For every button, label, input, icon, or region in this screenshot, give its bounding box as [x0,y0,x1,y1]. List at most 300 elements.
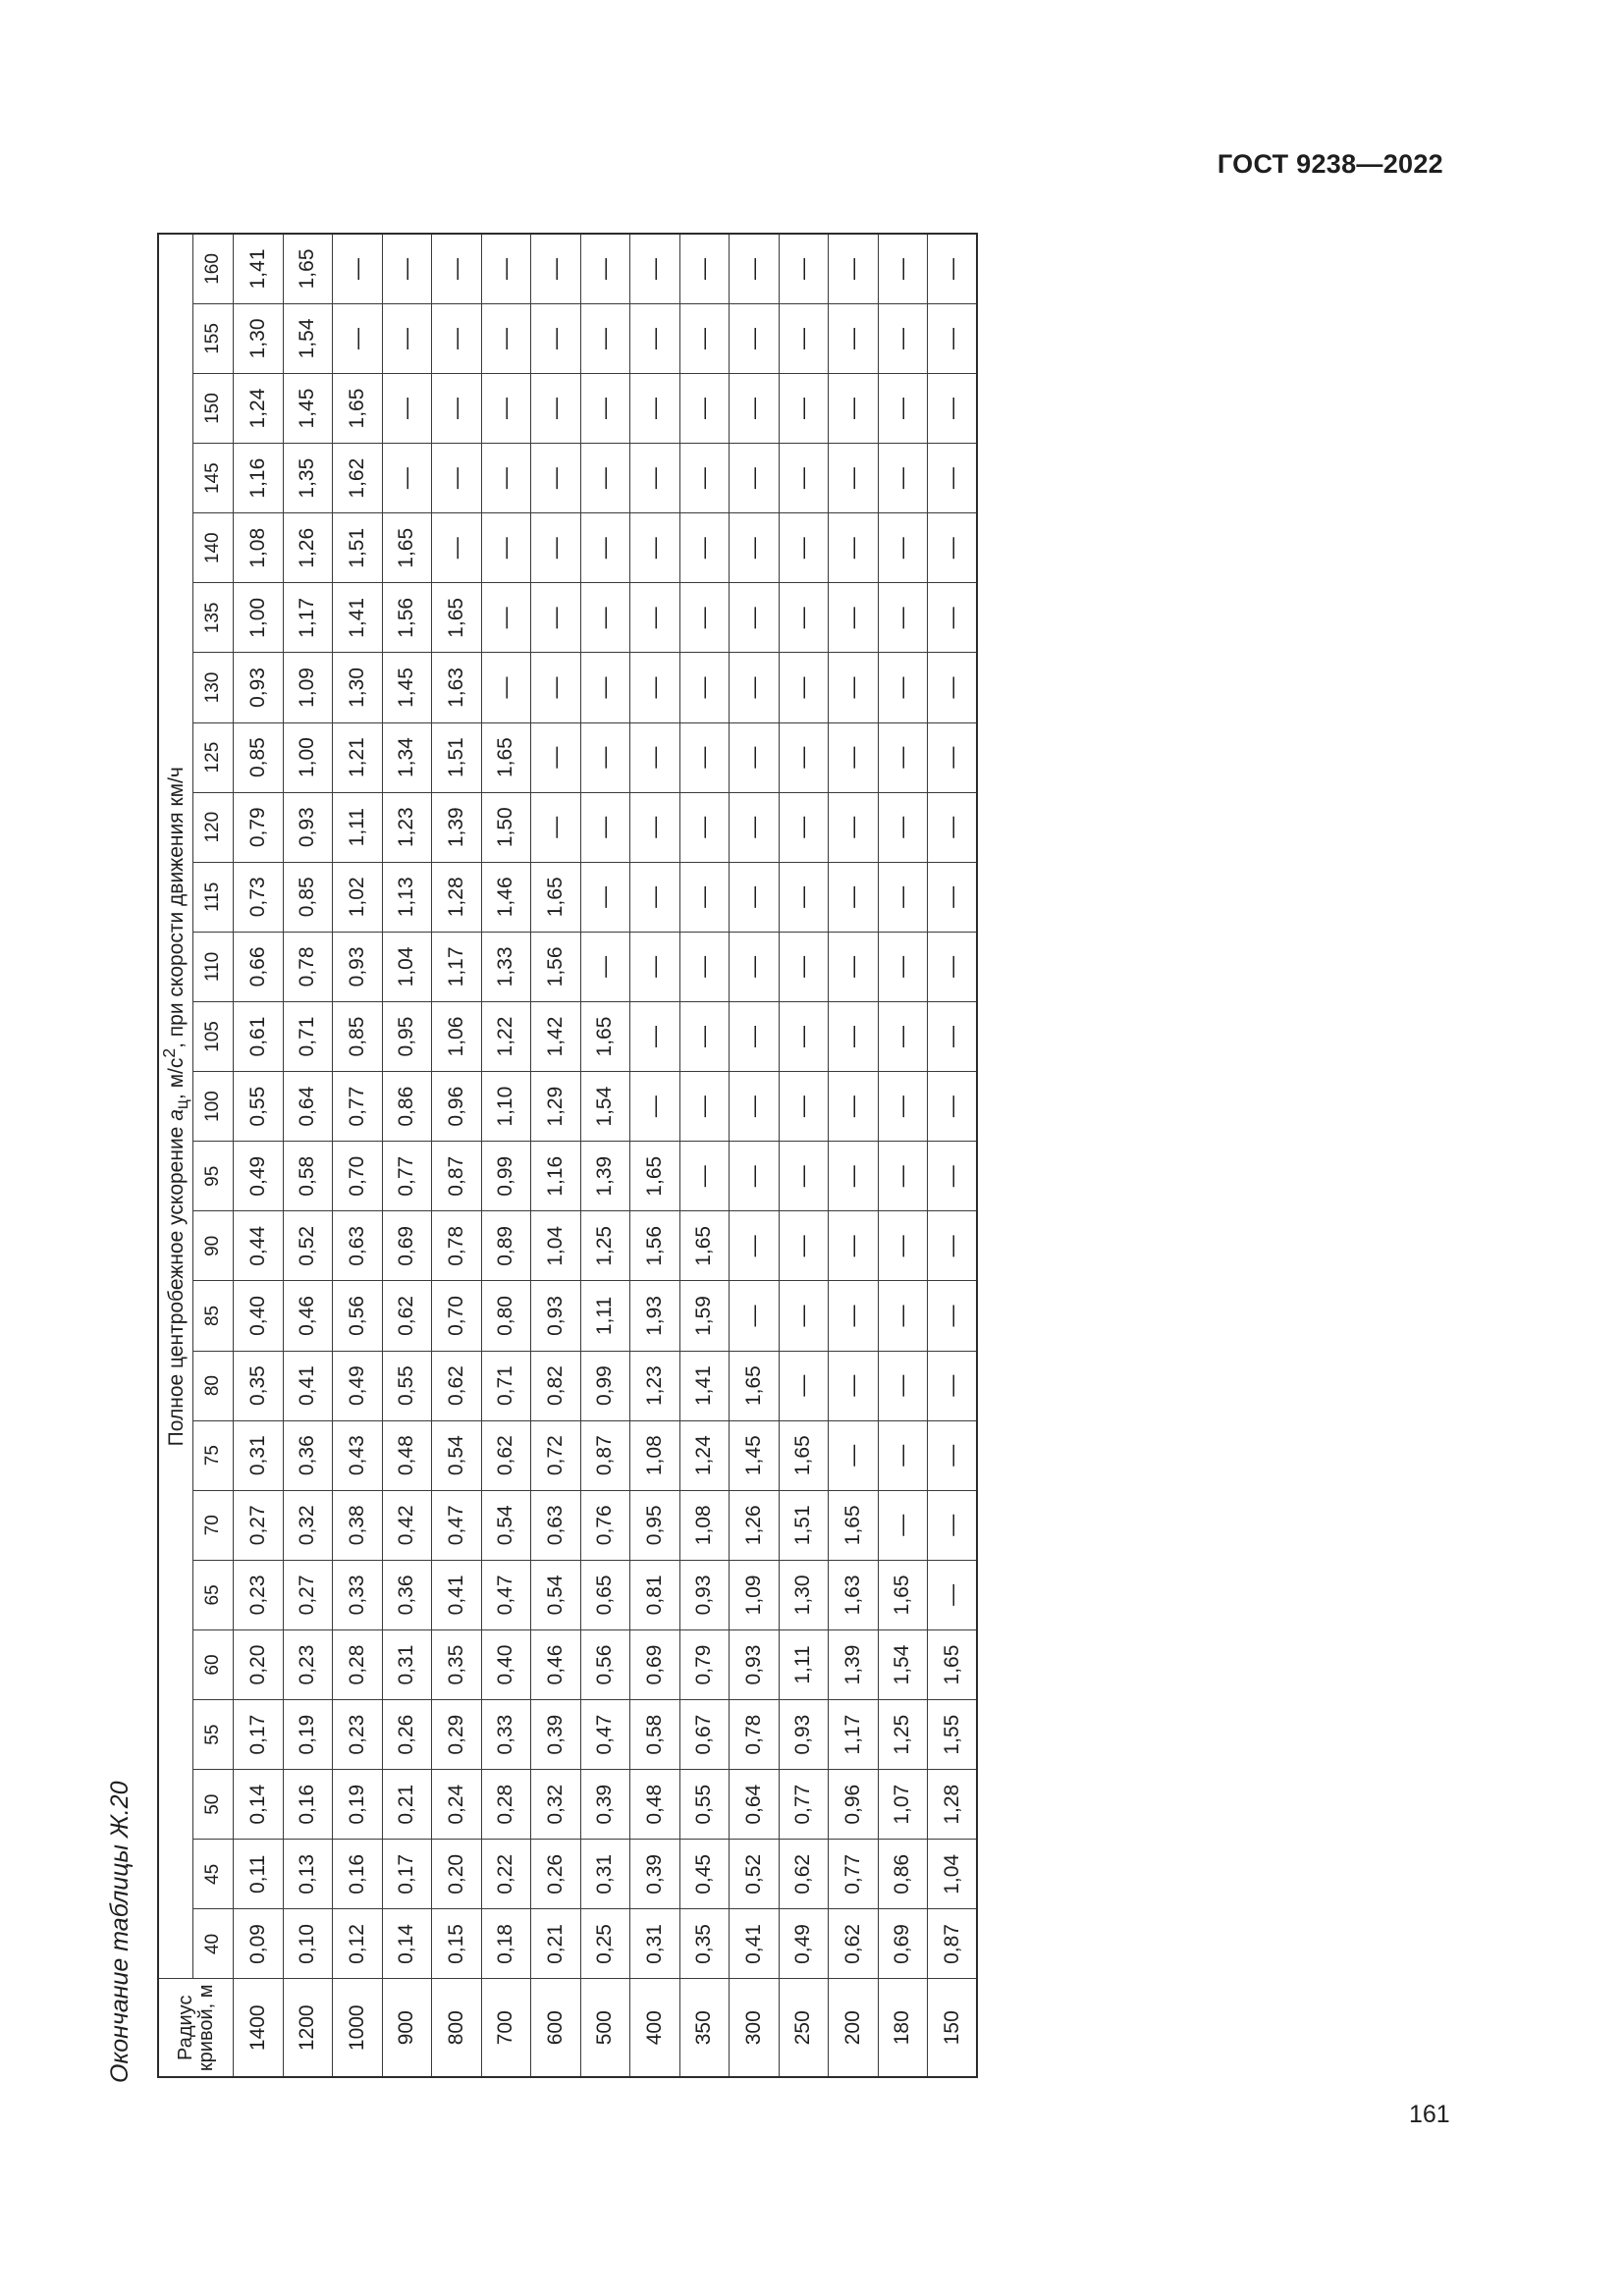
value-cell: 0,69 [630,1629,680,1699]
value-cell: 1,65 [283,234,333,303]
value-cell: — [779,373,829,443]
value-cell: — [630,653,680,722]
value-cell: 0,41 [432,1560,482,1629]
value-cell: 0,56 [333,1281,383,1351]
value-cell: 0,85 [234,722,284,792]
value-cell: 0,79 [679,1629,730,1699]
value-cell: 0,39 [630,1840,680,1909]
value-cell: — [679,234,730,303]
value-cell: 1,39 [829,1629,879,1699]
value-cell: — [580,373,630,443]
value-cell: — [531,234,581,303]
value-cell: 1,54 [878,1629,928,1699]
value-cell: 1,26 [730,1490,780,1560]
value-cell: — [779,1211,829,1281]
value-cell: — [779,1281,829,1351]
value-cell: 0,36 [382,1560,432,1629]
value-cell: 0,86 [878,1840,928,1909]
value-cell: 1,51 [779,1490,829,1560]
table-row [829,234,879,2077]
value-cell: — [829,583,879,653]
value-cell: — [679,444,730,513]
value-cell: — [779,722,829,792]
speed-header-cell: 145 [193,444,234,513]
value-cell: — [531,653,581,722]
value-cell: — [928,373,978,443]
value-cell: 0,69 [382,1211,432,1281]
table-row [531,234,581,2077]
value-cell: 0,16 [333,1840,383,1909]
value-cell: — [928,1560,978,1629]
value-cell: 1,65 [531,862,581,932]
value-cell: — [531,722,581,792]
value-cell: — [679,583,730,653]
value-cell: — [779,792,829,862]
value-cell: 1,41 [333,583,383,653]
value-cell: — [630,1001,680,1071]
value-cell: 0,36 [283,1420,333,1490]
value-cell: 1,11 [779,1629,829,1699]
value-cell: 1,25 [878,1700,928,1770]
value-cell: — [432,444,482,513]
value-cell: — [928,1351,978,1420]
value-cell: 0,28 [481,1770,531,1840]
value-cell: 0,19 [333,1770,383,1840]
value-cell: — [580,234,630,303]
speed-header-cell: 85 [193,1281,234,1351]
main-header-unit: , м/с [165,1057,188,1100]
value-cell: 0,35 [432,1629,482,1699]
value-cell: 0,67 [679,1700,730,1770]
value-cell: 1,17 [283,583,333,653]
value-cell: 0,10 [283,1909,333,1979]
value-cell: 0,26 [531,1840,581,1909]
radius-cell: 700 [481,1979,531,2077]
value-cell: — [382,234,432,303]
value-cell: — [679,373,730,443]
value-cell: 1,65 [333,373,383,443]
value-cell: 1,28 [432,862,482,932]
value-cell: — [580,583,630,653]
table-row [382,234,432,2077]
value-cell: 1,07 [878,1770,928,1840]
value-cell: — [730,373,780,443]
value-cell: 0,77 [382,1142,432,1211]
radius-cell: 300 [730,1979,780,2077]
value-cell: 0,77 [333,1072,383,1142]
value-cell: — [679,1142,730,1211]
value-cell: 0,40 [481,1629,531,1699]
value-cell: 1,30 [234,303,284,373]
value-cell: 0,45 [679,1840,730,1909]
value-cell: 0,99 [481,1142,531,1211]
value-cell: 1,22 [481,1001,531,1071]
value-cell: — [531,583,581,653]
value-cell: — [432,234,482,303]
value-cell: 0,79 [234,792,284,862]
value-cell: — [928,1420,978,1490]
value-cell: — [779,1001,829,1071]
value-cell: 0,71 [283,1001,333,1071]
speed-header-cell: 45 [193,1840,234,1909]
value-cell: 1,65 [580,1001,630,1071]
value-cell: 1,04 [928,1840,978,1909]
value-cell: — [730,303,780,373]
value-cell: 1,23 [382,792,432,862]
value-cell: 0,93 [679,1560,730,1629]
radius-cell: 150 [928,1979,978,2077]
radius-cell: 900 [382,1979,432,2077]
value-cell: — [928,862,978,932]
value-cell: — [531,792,581,862]
value-cell: 0,93 [333,932,383,1001]
value-cell: 0,77 [779,1770,829,1840]
document-code: ГОСТ 9238—2022 [1217,149,1443,179]
value-cell: — [580,513,630,583]
value-cell: 1,41 [234,234,284,303]
value-cell: — [779,653,829,722]
value-cell: — [928,444,978,513]
value-cell: 1,23 [630,1351,680,1420]
value-cell: 1,09 [283,653,333,722]
value-cell: 1,65 [730,1351,780,1420]
value-cell: 0,27 [283,1560,333,1629]
value-cell: 0,32 [531,1770,581,1840]
value-cell: — [630,513,680,583]
value-cell: — [928,1211,978,1281]
speed-header-cell: 105 [193,1001,234,1071]
value-cell: — [481,373,531,443]
value-cell: — [829,513,879,583]
value-cell: 0,80 [481,1281,531,1351]
value-cell: — [878,722,928,792]
value-cell: — [928,1072,978,1142]
value-cell: — [928,234,978,303]
radius-cell: 500 [580,1979,630,2077]
value-cell: 0,55 [234,1072,284,1142]
radius-cell: 200 [829,1979,879,2077]
value-cell: — [630,583,680,653]
value-cell: 1,10 [481,1072,531,1142]
value-cell: — [779,303,829,373]
radius-cell: 800 [432,1979,482,2077]
value-cell: 1,65 [878,1560,928,1629]
value-cell: 0,13 [283,1840,333,1909]
value-cell: 0,19 [283,1700,333,1770]
value-cell: 1,65 [382,513,432,583]
value-cell: — [928,1490,978,1560]
value-cell: 1,11 [333,792,383,862]
acceleration-column-header [158,234,193,1979]
value-cell: 1,56 [531,932,581,1001]
value-cell: — [878,862,928,932]
acceleration-table [157,233,978,2078]
value-cell: 0,64 [730,1770,780,1840]
value-cell: 0,87 [928,1909,978,1979]
main-header-prefix: Полное центробежное ускорение [165,1120,188,1447]
main-header-symbol: a [165,1109,188,1121]
value-cell: 1,00 [283,722,333,792]
value-cell: 0,62 [481,1420,531,1490]
value-cell: 0,70 [432,1281,482,1351]
table-header-row [158,234,193,2077]
value-cell: 0,93 [730,1629,780,1699]
value-cell: — [432,373,482,443]
value-cell: — [333,303,383,373]
value-cell: 1,54 [580,1072,630,1142]
radius-cell: 1400 [234,1979,284,2077]
value-cell: — [829,1420,879,1490]
value-cell: 0,69 [878,1909,928,1979]
table-row [878,234,928,2077]
value-cell: — [580,792,630,862]
value-cell: 0,55 [679,1770,730,1840]
value-cell: 1,46 [481,862,531,932]
value-cell: — [878,444,928,513]
value-cell: 1,45 [283,373,333,443]
value-cell: 1,39 [580,1142,630,1211]
table-row [679,234,730,2077]
value-cell: 0,72 [531,1420,581,1490]
main-header-subscript: ц [172,1099,192,1110]
value-cell: — [531,444,581,513]
value-cell: 1,24 [234,373,284,443]
value-cell: 0,63 [333,1211,383,1281]
value-cell: — [679,792,730,862]
value-cell: — [878,1281,928,1351]
value-cell: — [580,303,630,373]
value-cell: 0,35 [679,1909,730,1979]
value-cell: 0,64 [283,1072,333,1142]
value-cell: — [878,1490,928,1560]
radius-cell: 400 [630,1979,680,2077]
value-cell: 1,65 [928,1629,978,1699]
value-cell: — [730,792,780,862]
value-cell: 0,21 [382,1770,432,1840]
speed-header-cell: 80 [193,1351,234,1420]
value-cell: 1,39 [432,792,482,862]
table-row [730,234,780,2077]
value-cell: — [928,792,978,862]
value-cell: — [730,513,780,583]
radius-cell: 1200 [283,1979,333,2077]
speed-header-cell: 110 [193,932,234,1001]
value-cell: 1,16 [531,1142,581,1211]
speed-header-cell: 75 [193,1420,234,1490]
value-cell: 0,86 [382,1072,432,1142]
value-cell: — [878,373,928,443]
value-cell: 1,55 [928,1700,978,1770]
value-cell: — [928,583,978,653]
value-cell: — [878,1072,928,1142]
value-cell: — [829,862,879,932]
value-cell: 0,49 [779,1909,829,1979]
value-cell: 0,48 [382,1420,432,1490]
value-cell: 0,49 [333,1351,383,1420]
value-cell: 0,82 [531,1351,581,1420]
value-cell: 1,65 [779,1420,829,1490]
value-cell: 0,22 [481,1840,531,1909]
value-cell: — [432,513,482,583]
value-cell: — [878,1211,928,1281]
value-cell: 0,40 [234,1281,284,1351]
value-cell: — [928,303,978,373]
value-cell: — [829,1211,879,1281]
value-cell: — [829,303,879,373]
value-cell: 1,42 [531,1001,581,1071]
value-cell: 0,47 [432,1490,482,1560]
value-cell: 1,11 [580,1281,630,1351]
value-cell: — [382,444,432,513]
table-row [333,234,383,2077]
speed-header-cell: 115 [193,862,234,932]
value-cell: — [481,653,531,722]
speed-header-cell: 155 [193,303,234,373]
value-cell: — [730,444,780,513]
value-cell: 1,34 [382,722,432,792]
value-cell: — [679,862,730,932]
value-cell: 0,71 [481,1351,531,1420]
table-row [779,234,829,2077]
value-cell: 0,52 [730,1840,780,1909]
value-cell: 1,33 [481,932,531,1001]
value-cell: 1,63 [829,1560,879,1629]
value-cell: 0,87 [580,1420,630,1490]
main-header-suffix: , при скорости движения км/ч [165,767,188,1048]
value-cell: 0,16 [283,1770,333,1840]
value-cell: — [829,653,879,722]
value-cell: 0,42 [382,1490,432,1560]
value-cell: 1,08 [679,1490,730,1560]
value-cell: — [730,1211,780,1281]
main-header-exponent: 2 [159,1047,179,1058]
value-cell: — [779,1142,829,1211]
value-cell: 1,26 [283,513,333,583]
value-cell: 0,89 [481,1211,531,1281]
value-cell: 0,66 [234,932,284,1001]
speed-header-cell: 130 [193,653,234,722]
value-cell: — [630,303,680,373]
value-cell: — [630,444,680,513]
radius-cell: 250 [779,1979,829,2077]
value-cell: — [878,932,928,1001]
value-cell: — [829,373,879,443]
table-row [928,234,978,2077]
value-cell: 0,47 [580,1700,630,1770]
value-cell: 0,27 [234,1490,284,1560]
value-cell: 1,93 [630,1281,680,1351]
value-cell: — [829,1281,879,1351]
value-cell: 0,46 [531,1629,581,1699]
value-cell: — [630,234,680,303]
value-cell: 0,63 [531,1490,581,1560]
value-cell: 1,51 [432,722,482,792]
acceleration-table-wrapper [157,233,964,2078]
speed-header-cell: 160 [193,234,234,303]
value-cell: — [829,1351,879,1420]
value-cell: — [580,444,630,513]
value-cell: 0,62 [779,1840,829,1909]
value-cell: — [679,932,730,1001]
value-cell: 0,11 [234,1840,284,1909]
value-cell: 0,76 [580,1490,630,1560]
value-cell: — [481,513,531,583]
value-cell: 1,51 [333,513,383,583]
value-cell: — [730,653,780,722]
value-cell: 0,56 [580,1629,630,1699]
value-cell: — [878,513,928,583]
value-cell: 0,52 [283,1211,333,1281]
value-cell: 0,81 [630,1560,680,1629]
value-cell: — [630,792,680,862]
value-cell: — [779,234,829,303]
radius-cell: 350 [679,1979,730,2077]
value-cell: 1,50 [481,792,531,862]
value-cell: 0,46 [283,1281,333,1351]
value-cell: 0,49 [234,1142,284,1211]
value-cell: — [630,862,680,932]
value-cell: — [730,1001,780,1071]
value-cell: 1,59 [679,1281,730,1351]
value-cell: — [730,1072,780,1142]
value-cell: 0,87 [432,1142,482,1211]
value-cell: — [580,932,630,1001]
value-cell: — [481,583,531,653]
speed-header-cell: 50 [193,1770,234,1840]
value-cell: 1,08 [234,513,284,583]
value-cell: 0,12 [333,1909,383,1979]
value-cell: 0,28 [333,1629,383,1699]
value-cell: 0,85 [333,1001,383,1071]
value-cell: — [779,444,829,513]
value-cell: — [779,862,829,932]
value-cell: — [829,932,879,1001]
value-cell: 0,58 [630,1700,680,1770]
value-cell: 0,77 [829,1840,879,1909]
value-cell: 0,73 [234,862,284,932]
value-cell: 1,28 [928,1770,978,1840]
value-cell: — [779,932,829,1001]
value-cell: — [779,1351,829,1420]
speed-header-cell: 120 [193,792,234,862]
value-cell: 1,35 [283,444,333,513]
value-cell: 0,17 [382,1840,432,1909]
value-cell: 0,41 [730,1909,780,1979]
speed-header-cell: 90 [193,1211,234,1281]
value-cell: 0,95 [630,1490,680,1560]
value-cell: — [928,1001,978,1071]
value-cell: 0,62 [432,1351,482,1420]
value-cell: 1,65 [679,1211,730,1281]
table-row [432,234,482,2077]
speed-header-cell: 70 [193,1490,234,1560]
speed-header-cell: 135 [193,583,234,653]
value-cell: 0,23 [234,1560,284,1629]
table-row [630,234,680,2077]
value-cell: 0,85 [283,862,333,932]
value-cell: — [382,373,432,443]
value-cell: 0,61 [234,1001,284,1071]
value-cell: 0,18 [481,1909,531,1979]
speed-header-cell: 100 [193,1072,234,1142]
value-cell: 0,31 [234,1420,284,1490]
value-cell: 0,23 [333,1700,383,1770]
value-cell: — [531,303,581,373]
value-cell: 1,06 [432,1001,482,1071]
value-cell: — [779,583,829,653]
value-cell: — [481,234,531,303]
value-cell: 1,30 [779,1560,829,1629]
